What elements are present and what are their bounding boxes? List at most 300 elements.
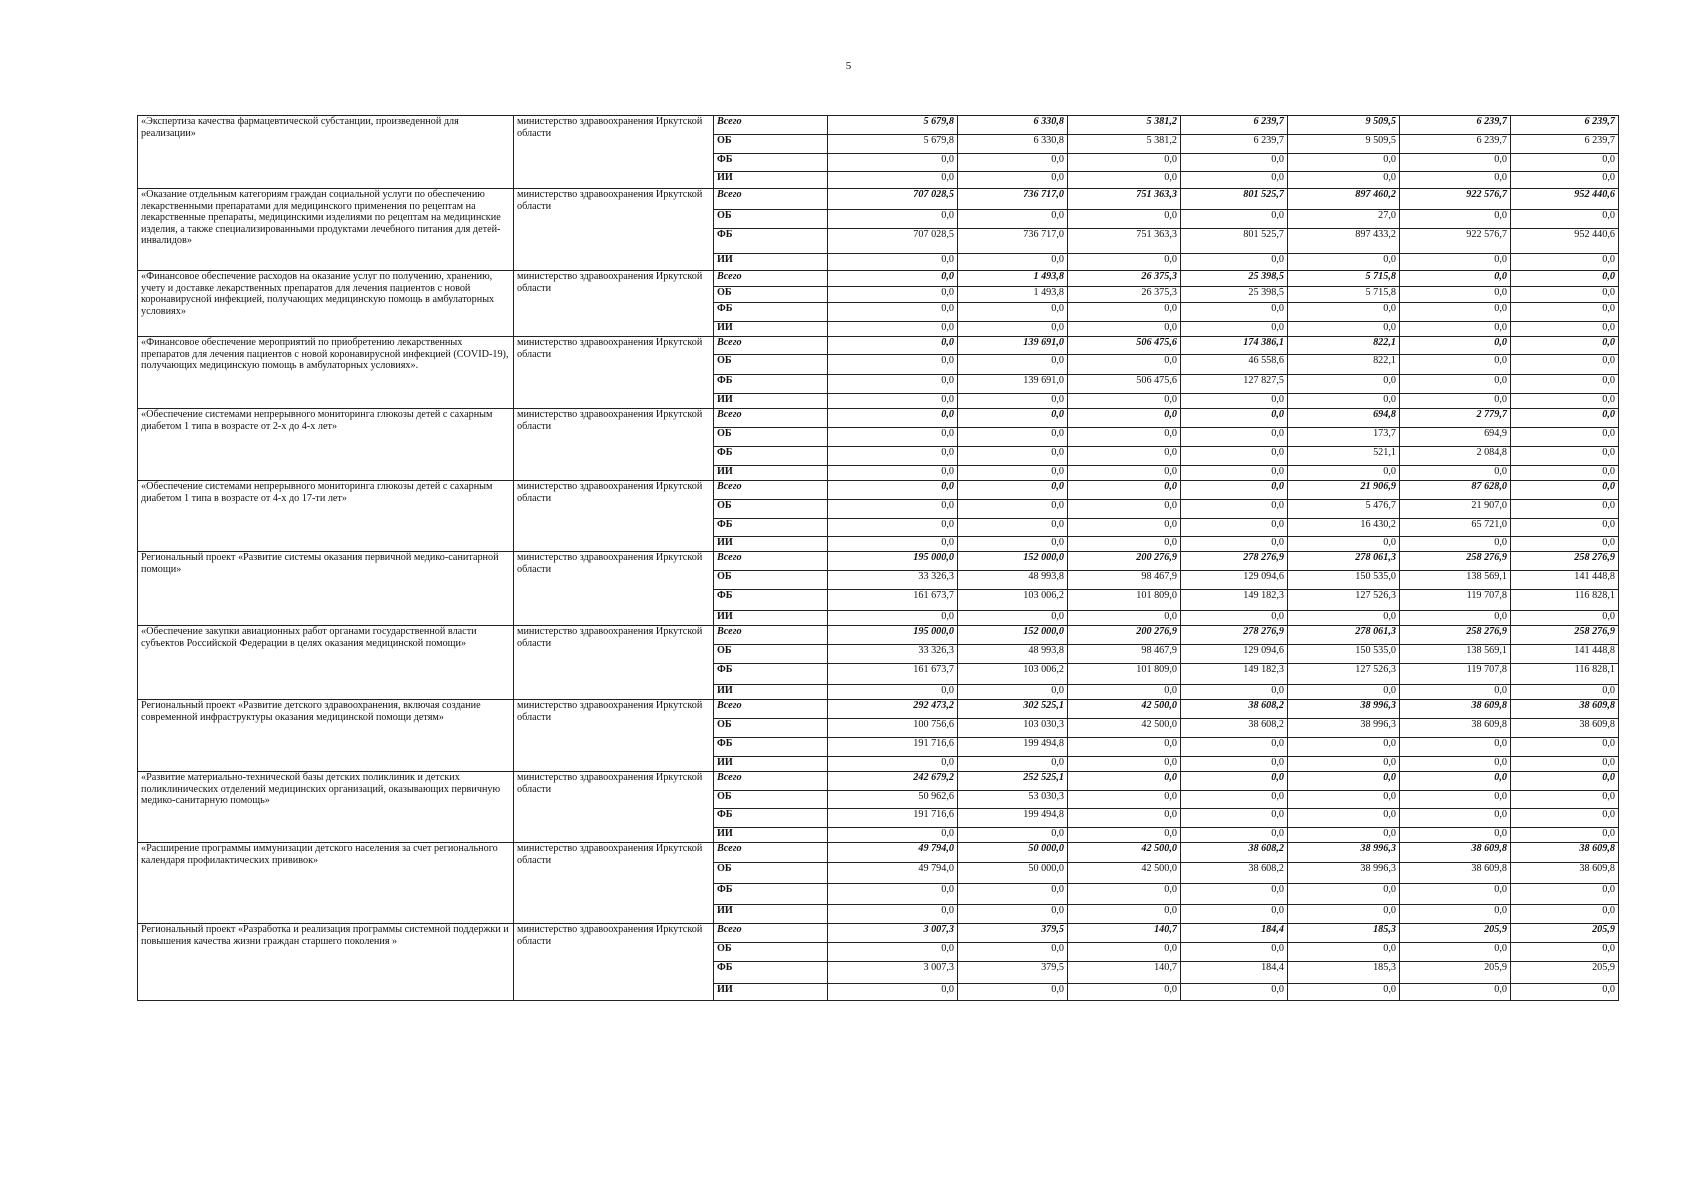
amount-cell: 129 094,6 — [1181, 645, 1288, 664]
amount-cell: 0,0 — [1511, 466, 1619, 481]
amount-cell: 0,0 — [958, 984, 1068, 1001]
amount-cell: 2 084,8 — [1400, 447, 1511, 466]
amount-cell: 0,0 — [1400, 355, 1511, 375]
amount-cell: 50 000,0 — [958, 863, 1068, 884]
amount-cell: 6 330,8 — [958, 116, 1068, 135]
funding-source-label: ОБ — [714, 428, 828, 447]
amount-cell: 379,5 — [958, 962, 1068, 984]
amount-cell: 0,0 — [1181, 519, 1288, 537]
measure-name: «Оказание отдельным категориям граждан социальной услуги по обеспечению лекарственными препаратами для медицинского применения по рецептам на лекарственные препараты, медицинскими изделиями по рецептам на медицинские изделия, а также специализированными продуктами лечебного питания для детей-инвалидов» — [138, 189, 514, 271]
table-row — [138, 116, 1619, 135]
amount-cell: 48 993,8 — [958, 645, 1068, 664]
amount-cell: 50 000,0 — [958, 843, 1068, 863]
amount-cell: 42 500,0 — [1068, 719, 1181, 738]
amount-cell: 25 398,5 — [1181, 287, 1288, 303]
executor: министерство здравоохранения Иркутской области — [514, 700, 714, 772]
amount-cell: 0,0 — [1400, 738, 1511, 757]
amount-cell: 0,0 — [828, 254, 958, 271]
amount-cell: 138 569,1 — [1400, 645, 1511, 664]
amount-cell: 0,0 — [958, 254, 1068, 271]
executor: министерство здравоохранения Иркутской области — [514, 481, 714, 552]
amount-cell: 38 609,8 — [1400, 863, 1511, 884]
amount-cell: 952 440,6 — [1511, 189, 1619, 210]
amount-cell: 0,0 — [1400, 254, 1511, 271]
amount-cell: 0,0 — [828, 984, 958, 1001]
amount-cell: 0,0 — [1068, 254, 1181, 271]
amount-cell: 0,0 — [1511, 772, 1619, 791]
amount-cell: 0,0 — [958, 685, 1068, 700]
amount-cell: 0,0 — [828, 210, 958, 229]
amount-cell: 801 525,7 — [1181, 229, 1288, 254]
amount-cell: 258 276,9 — [1400, 626, 1511, 645]
amount-cell: 0,0 — [1288, 611, 1400, 626]
amount-cell: 38 996,3 — [1288, 719, 1400, 738]
amount-cell: 140,7 — [1068, 924, 1181, 943]
funding-source-label: ФБ — [714, 447, 828, 466]
amount-cell: 2 779,7 — [1400, 409, 1511, 428]
amount-cell: 140,7 — [1068, 962, 1181, 984]
amount-cell: 0,0 — [1400, 611, 1511, 626]
amount-cell: 0,0 — [1181, 884, 1288, 905]
amount-cell: 0,0 — [1288, 322, 1400, 337]
amount-cell: 27,0 — [1288, 210, 1400, 229]
amount-cell: 922 576,7 — [1400, 189, 1511, 210]
amount-cell: 0,0 — [1068, 884, 1181, 905]
amount-cell: 0,0 — [1400, 154, 1511, 172]
amount-cell: 0,0 — [1511, 984, 1619, 1001]
amount-cell: 242 679,2 — [828, 772, 958, 791]
amount-cell: 38 609,8 — [1511, 863, 1619, 884]
amount-cell: 0,0 — [828, 757, 958, 772]
amount-cell: 0,0 — [1181, 303, 1288, 322]
funding-source-label: ОБ — [714, 287, 828, 303]
amount-cell: 0,0 — [1068, 428, 1181, 447]
funding-source-label: ИИ — [714, 394, 828, 409]
amount-cell: 184,4 — [1181, 962, 1288, 984]
measure-name: «Обеспечение системами непрерывного мониторинга глюкозы детей с сахарным диабетом 1 типа в возрасте от 2-х до 4-х лет» — [138, 409, 514, 481]
amount-cell: 150 535,0 — [1288, 571, 1400, 590]
amount-cell: 38 996,3 — [1288, 843, 1400, 863]
amount-cell: 0,0 — [1511, 611, 1619, 626]
amount-cell: 0,0 — [958, 154, 1068, 172]
amount-cell: 152 000,0 — [958, 626, 1068, 645]
amount-cell: 0,0 — [1511, 791, 1619, 809]
amount-cell: 0,0 — [1288, 375, 1400, 394]
amount-cell: 42 500,0 — [1068, 863, 1181, 884]
amount-cell: 33 326,3 — [828, 571, 958, 590]
amount-cell: 0,0 — [1288, 791, 1400, 809]
amount-cell: 38 608,2 — [1181, 843, 1288, 863]
amount-cell: 0,0 — [958, 481, 1068, 500]
amount-cell: 278 061,3 — [1288, 626, 1400, 645]
amount-cell: 38 609,8 — [1400, 719, 1511, 738]
amount-cell: 278 276,9 — [1181, 626, 1288, 645]
amount-cell: 6 330,8 — [958, 135, 1068, 154]
amount-cell: 42 500,0 — [1068, 843, 1181, 863]
budget-table — [137, 115, 1619, 1001]
amount-cell: 922 576,7 — [1400, 229, 1511, 254]
measure-name: Региональный проект «Развитие детского здравоохранения, включая создание современной инфраструктуры оказания медицинской помощи детям» — [138, 700, 514, 772]
amount-cell: 897 433,2 — [1288, 229, 1400, 254]
measure-name: «Финансовое обеспечение расходов на оказание услуг по получению, хранению, учету и доставке лекарственных препаратов для лечения пациентов с новой коронавирусной инфекцией, получающих медицинскую помощь в амбулаторных условиях» — [138, 271, 514, 337]
amount-cell: 0,0 — [958, 428, 1068, 447]
amount-cell: 199 494,8 — [958, 738, 1068, 757]
amount-cell: 0,0 — [1068, 500, 1181, 519]
amount-cell: 0,0 — [1068, 322, 1181, 337]
funding-source-label: ФБ — [714, 154, 828, 172]
amount-cell: 101 809,0 — [1068, 664, 1181, 685]
amount-cell: 0,0 — [1181, 537, 1288, 552]
amount-cell: 16 430,2 — [1288, 519, 1400, 537]
amount-cell: 0,0 — [1068, 537, 1181, 552]
amount-cell: 98 467,9 — [1068, 571, 1181, 590]
amount-cell: 38 609,8 — [1511, 843, 1619, 863]
amount-cell: 0,0 — [828, 500, 958, 519]
table-row — [138, 481, 1619, 500]
amount-cell: 0,0 — [1400, 984, 1511, 1001]
amount-cell: 506 475,6 — [1068, 337, 1181, 355]
amount-cell: 184,4 — [1181, 924, 1288, 943]
amount-cell: 258 276,9 — [1511, 626, 1619, 645]
amount-cell: 707 028,5 — [828, 189, 958, 210]
amount-cell: 736 717,0 — [958, 229, 1068, 254]
funding-source-label: ИИ — [714, 466, 828, 481]
amount-cell: 0,0 — [1181, 172, 1288, 189]
amount-cell: 195 000,0 — [828, 626, 958, 645]
amount-cell: 707 028,5 — [828, 229, 958, 254]
amount-cell: 119 707,8 — [1400, 664, 1511, 685]
amount-cell: 0,0 — [1068, 447, 1181, 466]
amount-cell: 3 007,3 — [828, 924, 958, 943]
amount-cell: 0,0 — [1511, 685, 1619, 700]
amount-cell: 0,0 — [1068, 172, 1181, 189]
funding-source-label: ОБ — [714, 210, 828, 229]
amount-cell: 9 509,5 — [1288, 116, 1400, 135]
amount-cell: 0,0 — [1068, 519, 1181, 537]
amount-cell: 173,7 — [1288, 428, 1400, 447]
amount-cell: 379,5 — [958, 924, 1068, 943]
amount-cell: 0,0 — [1511, 322, 1619, 337]
amount-cell: 0,0 — [1288, 984, 1400, 1001]
funding-source-label: ФБ — [714, 375, 828, 394]
funding-source-label: Всего — [714, 409, 828, 428]
amount-cell: 38 996,3 — [1288, 863, 1400, 884]
amount-cell: 26 375,3 — [1068, 271, 1181, 287]
amount-cell: 0,0 — [1068, 905, 1181, 924]
funding-source-label: ФБ — [714, 809, 828, 828]
amount-cell: 0,0 — [1288, 905, 1400, 924]
amount-cell: 0,0 — [1181, 447, 1288, 466]
amount-cell: 0,0 — [1068, 303, 1181, 322]
amount-cell: 0,0 — [828, 884, 958, 905]
amount-cell: 0,0 — [1181, 943, 1288, 962]
funding-source-label: Всего — [714, 626, 828, 645]
amount-cell: 0,0 — [828, 943, 958, 962]
amount-cell: 149 182,3 — [1181, 590, 1288, 611]
amount-cell: 127 827,5 — [1181, 375, 1288, 394]
amount-cell: 38 609,8 — [1511, 719, 1619, 738]
funding-source-label: ФБ — [714, 738, 828, 757]
funding-source-label: Всего — [714, 843, 828, 863]
measure-name: Региональный проект «Разработка и реализация программы системной поддержки и повышения качества жизни граждан старшего поколения » — [138, 924, 514, 1001]
amount-cell: 0,0 — [828, 537, 958, 552]
amount-cell: 0,0 — [1400, 322, 1511, 337]
amount-cell: 0,0 — [1511, 905, 1619, 924]
amount-cell: 26 375,3 — [1068, 287, 1181, 303]
amount-cell: 185,3 — [1288, 924, 1400, 943]
amount-cell: 6 239,7 — [1400, 116, 1511, 135]
funding-source-label: Всего — [714, 700, 828, 719]
funding-source-label: ОБ — [714, 943, 828, 962]
amount-cell: 49 794,0 — [828, 863, 958, 884]
funding-source-label: ОБ — [714, 645, 828, 664]
funding-source-label: Всего — [714, 189, 828, 210]
amount-cell: 5 715,8 — [1288, 287, 1400, 303]
amount-cell: 174 386,1 — [1181, 337, 1288, 355]
amount-cell: 0,0 — [958, 757, 1068, 772]
amount-cell: 0,0 — [1068, 611, 1181, 626]
amount-cell: 0,0 — [1511, 447, 1619, 466]
amount-cell: 205,9 — [1400, 924, 1511, 943]
amount-cell: 46 558,6 — [1181, 355, 1288, 375]
amount-cell: 53 030,3 — [958, 791, 1068, 809]
amount-cell: 0,0 — [1511, 738, 1619, 757]
amount-cell: 0,0 — [1511, 303, 1619, 322]
amount-cell: 0,0 — [958, 500, 1068, 519]
amount-cell: 0,0 — [1400, 685, 1511, 700]
amount-cell: 127 526,3 — [1288, 664, 1400, 685]
amount-cell: 191 716,6 — [828, 738, 958, 757]
funding-source-label: ИИ — [714, 757, 828, 772]
amount-cell: 0,0 — [1181, 984, 1288, 1001]
amount-cell: 0,0 — [1181, 905, 1288, 924]
amount-cell: 0,0 — [828, 828, 958, 843]
amount-cell: 42 500,0 — [1068, 700, 1181, 719]
funding-source-label: Всего — [714, 481, 828, 500]
amount-cell: 0,0 — [958, 466, 1068, 481]
amount-cell: 0,0 — [1288, 738, 1400, 757]
executor: министерство здравоохранения Иркутской области — [514, 116, 714, 189]
amount-cell: 38 608,2 — [1181, 700, 1288, 719]
amount-cell: 252 525,1 — [958, 772, 1068, 791]
amount-cell: 521,1 — [1288, 447, 1400, 466]
amount-cell: 0,0 — [1511, 884, 1619, 905]
amount-cell: 0,0 — [1400, 303, 1511, 322]
amount-cell: 38 608,2 — [1181, 863, 1288, 884]
amount-cell: 0,0 — [1288, 757, 1400, 772]
amount-cell: 0,0 — [828, 519, 958, 537]
amount-cell: 0,0 — [1288, 685, 1400, 700]
amount-cell: 38 609,8 — [1400, 843, 1511, 863]
amount-cell: 0,0 — [958, 884, 1068, 905]
amount-cell: 0,0 — [1068, 791, 1181, 809]
amount-cell: 38 608,2 — [1181, 719, 1288, 738]
amount-cell: 0,0 — [958, 943, 1068, 962]
amount-cell: 0,0 — [958, 611, 1068, 626]
amount-cell: 0,0 — [1181, 757, 1288, 772]
table-row — [138, 337, 1619, 355]
amount-cell: 0,0 — [958, 210, 1068, 229]
amount-cell: 0,0 — [1511, 519, 1619, 537]
amount-cell: 0,0 — [1181, 322, 1288, 337]
amount-cell: 0,0 — [1068, 828, 1181, 843]
measure-name: «Обеспечение системами непрерывного мониторинга глюкозы детей с сахарным диабетом 1 типа в возрасте от 4-х до 17-ти лет» — [138, 481, 514, 552]
amount-cell: 0,0 — [1511, 271, 1619, 287]
measure-name: «Развитие материально-технической базы детских поликлиник и детских поликлинических отделений медицинских организаций, оказывающих первичную медико-санитарную помощь» — [138, 772, 514, 843]
amount-cell: 0,0 — [828, 611, 958, 626]
amount-cell: 141 448,8 — [1511, 571, 1619, 590]
amount-cell: 0,0 — [1400, 210, 1511, 229]
amount-cell: 101 809,0 — [1068, 590, 1181, 611]
amount-cell: 0,0 — [828, 394, 958, 409]
amount-cell: 0,0 — [958, 519, 1068, 537]
amount-cell: 0,0 — [1511, 287, 1619, 303]
amount-cell: 0,0 — [1181, 466, 1288, 481]
amount-cell: 0,0 — [1181, 481, 1288, 500]
table-row — [138, 924, 1619, 943]
amount-cell: 139 691,0 — [958, 337, 1068, 355]
amount-cell: 6 239,7 — [1181, 116, 1288, 135]
amount-cell: 0,0 — [1400, 828, 1511, 843]
amount-cell: 0,0 — [828, 172, 958, 189]
amount-cell: 0,0 — [1288, 254, 1400, 271]
amount-cell: 129 094,6 — [1181, 571, 1288, 590]
amount-cell: 0,0 — [1511, 500, 1619, 519]
amount-cell: 0,0 — [828, 303, 958, 322]
amount-cell: 0,0 — [828, 337, 958, 355]
amount-cell: 0,0 — [1181, 611, 1288, 626]
amount-cell: 0,0 — [1400, 884, 1511, 905]
amount-cell: 506 475,6 — [1068, 375, 1181, 394]
amount-cell: 0,0 — [1068, 757, 1181, 772]
amount-cell: 0,0 — [1288, 772, 1400, 791]
amount-cell: 0,0 — [1288, 943, 1400, 962]
amount-cell: 0,0 — [958, 409, 1068, 428]
amount-cell: 0,0 — [1400, 791, 1511, 809]
amount-cell: 116 828,1 — [1511, 664, 1619, 685]
amount-cell: 0,0 — [1068, 481, 1181, 500]
amount-cell: 0,0 — [1288, 537, 1400, 552]
amount-cell: 149 182,3 — [1181, 664, 1288, 685]
amount-cell: 0,0 — [1068, 943, 1181, 962]
amount-cell: 5 381,2 — [1068, 135, 1181, 154]
amount-cell: 0,0 — [1181, 409, 1288, 428]
amount-cell: 6 239,7 — [1181, 135, 1288, 154]
table-row — [138, 552, 1619, 571]
amount-cell: 0,0 — [1181, 809, 1288, 828]
executor: министерство здравоохранения Иркутской области — [514, 924, 714, 1001]
amount-cell: 0,0 — [828, 409, 958, 428]
amount-cell: 694,8 — [1288, 409, 1400, 428]
amount-cell: 0,0 — [1288, 884, 1400, 905]
amount-cell: 0,0 — [1288, 303, 1400, 322]
amount-cell: 0,0 — [1400, 271, 1511, 287]
table-row — [138, 700, 1619, 719]
amount-cell: 1 493,8 — [958, 287, 1068, 303]
funding-source-label: ОБ — [714, 135, 828, 154]
executor: министерство здравоохранения Иркутской области — [514, 626, 714, 700]
amount-cell: 0,0 — [1400, 537, 1511, 552]
funding-source-label: ОБ — [714, 719, 828, 738]
funding-source-label: ФБ — [714, 962, 828, 984]
amount-cell: 116 828,1 — [1511, 590, 1619, 611]
amount-cell: 0,0 — [1288, 828, 1400, 843]
amount-cell: 6 239,7 — [1511, 116, 1619, 135]
funding-source-label: ОБ — [714, 863, 828, 884]
amount-cell: 0,0 — [1400, 466, 1511, 481]
executor: министерство здравоохранения Иркутской области — [514, 271, 714, 337]
amount-cell: 0,0 — [828, 428, 958, 447]
amount-cell: 0,0 — [1511, 481, 1619, 500]
amount-cell: 0,0 — [1068, 355, 1181, 375]
amount-cell: 694,9 — [1400, 428, 1511, 447]
amount-cell: 0,0 — [958, 828, 1068, 843]
amount-cell: 0,0 — [1511, 394, 1619, 409]
amount-cell: 0,0 — [1511, 254, 1619, 271]
amount-cell: 0,0 — [958, 355, 1068, 375]
amount-cell: 38 609,8 — [1400, 700, 1511, 719]
amount-cell: 801 525,7 — [1181, 189, 1288, 210]
amount-cell: 0,0 — [1511, 172, 1619, 189]
amount-cell: 0,0 — [1068, 685, 1181, 700]
amount-cell: 0,0 — [1181, 254, 1288, 271]
amount-cell: 0,0 — [1511, 428, 1619, 447]
amount-cell: 152 000,0 — [958, 552, 1068, 571]
funding-source-label: ИИ — [714, 828, 828, 843]
amount-cell: 185,3 — [1288, 962, 1400, 984]
amount-cell: 48 993,8 — [958, 571, 1068, 590]
executor: министерство здравоохранения Иркутской области — [514, 552, 714, 626]
amount-cell: 0,0 — [1068, 394, 1181, 409]
amount-cell: 0,0 — [1400, 337, 1511, 355]
funding-source-label: Всего — [714, 116, 828, 135]
funding-source-label: ОБ — [714, 355, 828, 375]
amount-cell: 139 691,0 — [958, 375, 1068, 394]
amount-cell: 0,0 — [828, 905, 958, 924]
amount-cell: 65 721,0 — [1400, 519, 1511, 537]
amount-cell: 205,9 — [1511, 962, 1619, 984]
funding-source-label: Всего — [714, 924, 828, 943]
amount-cell: 0,0 — [1068, 210, 1181, 229]
funding-source-label: ФБ — [714, 519, 828, 537]
page-number: 5 — [845, 60, 852, 72]
funding-source-label: ИИ — [714, 905, 828, 924]
amount-cell: 0,0 — [1511, 809, 1619, 828]
amount-cell: 0,0 — [828, 271, 958, 287]
amount-cell: 5 381,2 — [1068, 116, 1181, 135]
amount-cell: 21 907,0 — [1400, 500, 1511, 519]
amount-cell: 50 962,6 — [828, 791, 958, 809]
amount-cell: 33 326,3 — [828, 645, 958, 664]
measure-name: «Обеспечение закупки авиационных работ органами государственной власти субъектов Российской Федерации в целях оказания медицинской помощи» — [138, 626, 514, 700]
amount-cell: 38 996,3 — [1288, 700, 1400, 719]
amount-cell: 0,0 — [1068, 738, 1181, 757]
amount-cell: 0,0 — [1068, 466, 1181, 481]
amount-cell: 0,0 — [828, 685, 958, 700]
amount-cell: 87 628,0 — [1400, 481, 1511, 500]
funding-source-label: ИИ — [714, 984, 828, 1001]
amount-cell: 0,0 — [1181, 685, 1288, 700]
amount-cell: 278 276,9 — [1181, 552, 1288, 571]
amount-cell: 119 707,8 — [1400, 590, 1511, 611]
amount-cell: 0,0 — [958, 322, 1068, 337]
funding-source-label: ОБ — [714, 791, 828, 809]
amount-cell: 0,0 — [1068, 154, 1181, 172]
amount-cell: 0,0 — [1288, 172, 1400, 189]
executor: министерство здравоохранения Иркутской области — [514, 843, 714, 924]
amount-cell: 3 007,3 — [828, 962, 958, 984]
amount-cell: 0,0 — [1400, 287, 1511, 303]
